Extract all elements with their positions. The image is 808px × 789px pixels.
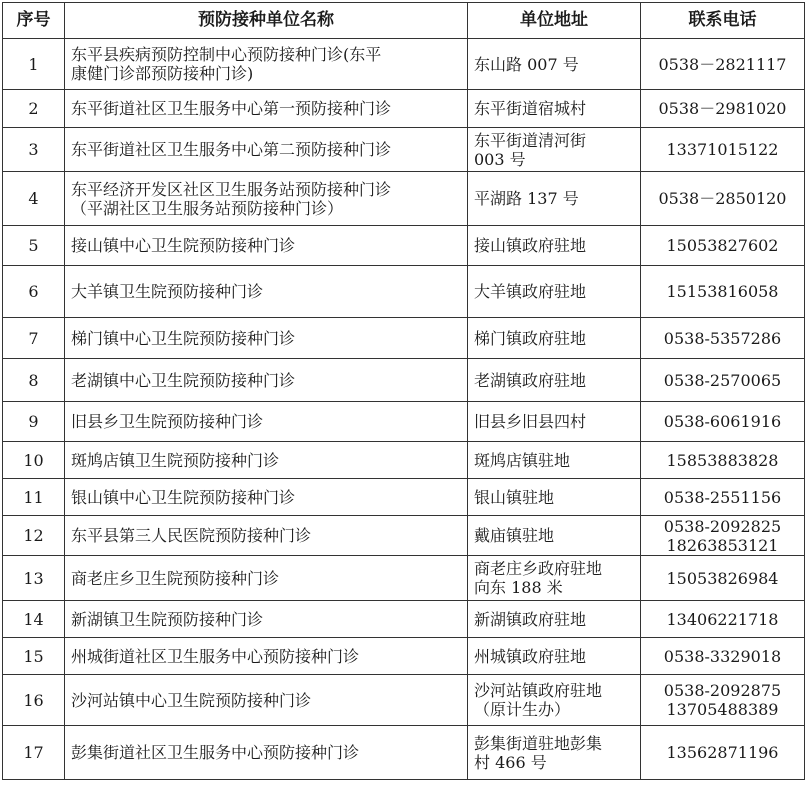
contact-phone-line: 13371015122 <box>666 140 779 159</box>
header-index: 序号 <box>3 3 65 39</box>
table-row <box>3 128 805 172</box>
unit-address-line: 东平街道清河街 <box>474 130 587 150</box>
row-index: 16 <box>3 675 65 726</box>
unit-name-cell <box>65 442 468 479</box>
header-unit-name: 预防接种单位名称 <box>65 3 468 39</box>
unit-address-line: 老湖镇政府驻地 <box>474 370 587 390</box>
table-header <box>3 3 805 39</box>
unit-address-cell <box>468 638 641 675</box>
unit-address-cell <box>468 516 641 556</box>
table-row <box>3 516 805 556</box>
contact-phone-line: 15153816058 <box>666 282 779 301</box>
unit-address-cell <box>468 402 641 442</box>
table-row <box>3 266 805 318</box>
header-unit-address: 单位地址 <box>468 3 641 39</box>
contact-phone-cell <box>641 90 805 128</box>
unit-address-line: 旧县乡旧县四村 <box>474 412 587 431</box>
unit-address-cell <box>468 90 641 128</box>
unit-address-line: 银山镇驻地 <box>474 487 555 507</box>
table-row <box>3 442 805 479</box>
unit-name-cell <box>65 601 468 638</box>
table-row <box>3 90 805 128</box>
unit-name-line: 康健门诊部预防接种门诊) <box>71 64 254 83</box>
unit-name-line: （平湖社区卫生服务站预防接种门诊） <box>71 198 344 218</box>
unit-address-cell <box>468 726 641 780</box>
unit-name-line: 银山镇中心卫生院预防接种门诊 <box>71 487 296 507</box>
contact-phone-line: 13562871196 <box>666 743 779 762</box>
unit-address-line: 沙河站镇政府驻地 <box>474 681 603 700</box>
unit-name-line: 州城街道社区卫生服务中心预防接种门诊 <box>71 646 360 666</box>
contact-phone-cell <box>641 359 805 402</box>
contact-phone-line: 15853883828 <box>666 450 779 470</box>
unit-name-cell <box>65 675 468 726</box>
unit-name-line: 沙河站镇中心卫生院预防接种门诊 <box>71 690 312 710</box>
table-row <box>3 638 805 675</box>
contact-phone-line: 15053826984 <box>666 568 779 588</box>
contact-phone-cell <box>641 726 805 780</box>
unit-address-line: 彭集街道驻地彭集 <box>474 733 603 753</box>
unit-name-line: 大羊镇卫生院预防接种门诊 <box>71 282 264 301</box>
row-index: 15 <box>3 638 65 675</box>
contact-phone-line: 0538-2092825 <box>663 516 782 536</box>
unit-address-line: 商老庄乡政府驻地 <box>474 559 603 578</box>
contact-phone-cell <box>641 556 805 601</box>
row-index: 4 <box>3 172 65 226</box>
contact-phone-cell <box>641 39 805 90</box>
table-row <box>3 726 805 780</box>
table-row <box>3 402 805 442</box>
contact-phone-line: 13705488389 <box>666 700 779 719</box>
contact-phone-line: 0538-5357286 <box>663 328 782 348</box>
header-row <box>3 3 805 39</box>
row-index: 17 <box>3 726 65 780</box>
unit-name-cell <box>65 479 468 516</box>
contact-phone-cell <box>641 128 805 172</box>
unit-address-line: 大羊镇政府驻地 <box>474 282 587 301</box>
unit-name-line: 东平经济开发区社区卫生服务站预防接种门诊 <box>71 179 392 199</box>
table-row <box>3 172 805 226</box>
row-index: 11 <box>3 479 65 516</box>
contact-phone-cell <box>641 266 805 318</box>
contact-phone-line: 15053827602 <box>666 236 779 255</box>
contact-phone-line: 0538-2570065 <box>663 370 782 390</box>
unit-name-cell <box>65 402 468 442</box>
unit-name-cell <box>65 90 468 128</box>
unit-address-cell <box>468 128 641 172</box>
contact-phone-cell <box>641 318 805 359</box>
contact-phone-cell <box>641 479 805 516</box>
contact-phone-cell <box>641 516 805 556</box>
unit-address-line: 梯门镇政府驻地 <box>474 328 587 348</box>
unit-address-cell <box>468 442 641 479</box>
contact-phone-cell <box>641 226 805 266</box>
row-index: 12 <box>3 516 65 556</box>
row-index: 2 <box>3 90 65 128</box>
unit-name-line: 东平街道社区卫生服务中心第一预防接种门诊 <box>71 99 392 118</box>
contact-phone-cell <box>641 675 805 726</box>
contact-phone-line: 0538-3329018 <box>663 646 782 666</box>
contact-phone-line: 0538－2850120 <box>658 189 787 208</box>
unit-name-line: 商老庄乡卫生院预防接种门诊 <box>71 568 280 588</box>
unit-name-line: 新湖镇卫生院预防接种门诊 <box>71 609 264 629</box>
unit-name-cell <box>65 516 468 556</box>
unit-address-line: （原计生办） <box>474 700 571 719</box>
row-index: 9 <box>3 402 65 442</box>
header-contact-phone: 联系电话 <box>641 3 805 39</box>
unit-address-line: 斑鸠店镇驻地 <box>474 450 571 470</box>
table-row <box>3 318 805 359</box>
unit-name-cell <box>65 226 468 266</box>
contact-phone-cell <box>641 442 805 479</box>
unit-name-cell <box>65 172 468 226</box>
unit-name-cell <box>65 128 468 172</box>
row-index: 1 <box>3 39 65 90</box>
unit-address-line: 003 号 <box>474 149 526 169</box>
row-index: 8 <box>3 359 65 402</box>
unit-address-line: 村 466 号 <box>474 752 547 772</box>
contact-phone-line: 0538－2981020 <box>658 99 787 118</box>
contact-phone-cell <box>641 172 805 226</box>
unit-address-cell <box>468 675 641 726</box>
table-row <box>3 226 805 266</box>
contact-phone-line: 0538-6061916 <box>663 412 782 431</box>
unit-name-cell <box>65 556 468 601</box>
row-index: 5 <box>3 226 65 266</box>
row-index: 7 <box>3 318 65 359</box>
unit-name-line: 东平县疾病预防控制中心预防接种门诊(东平 <box>71 45 382 64</box>
contact-phone-cell <box>641 638 805 675</box>
contact-phone-line: 13406221718 <box>666 609 779 629</box>
table-row <box>3 479 805 516</box>
unit-name-line: 接山镇中心卫生院预防接种门诊 <box>71 236 296 255</box>
unit-address-cell <box>468 601 641 638</box>
unit-name-line: 老湖镇中心卫生院预防接种门诊 <box>71 370 296 390</box>
table-row <box>3 359 805 402</box>
contact-phone-line: 0538-2092875 <box>663 681 782 700</box>
table-row <box>3 39 805 90</box>
unit-address-line: 接山镇政府驻地 <box>474 236 587 255</box>
vaccination-clinic-table <box>2 2 805 780</box>
row-index: 3 <box>3 128 65 172</box>
unit-name-cell <box>65 638 468 675</box>
unit-name-cell <box>65 726 468 780</box>
row-index: 10 <box>3 442 65 479</box>
unit-address-line: 东平街道宿城村 <box>474 99 587 118</box>
unit-address-cell <box>468 318 641 359</box>
contact-phone-cell <box>641 601 805 638</box>
table-body <box>3 39 805 780</box>
unit-address-cell <box>468 226 641 266</box>
row-index: 14 <box>3 601 65 638</box>
unit-address-cell <box>468 556 641 601</box>
unit-name-line: 旧县乡卫生院预防接种门诊 <box>71 412 264 431</box>
unit-address-cell <box>468 479 641 516</box>
unit-address-line: 东山路 007 号 <box>474 54 579 74</box>
unit-name-cell <box>65 318 468 359</box>
unit-name-cell <box>65 39 468 90</box>
contact-phone-line: 0538－2821117 <box>658 54 787 74</box>
unit-name-cell <box>65 359 468 402</box>
unit-address-line: 戴庙镇驻地 <box>474 526 555 545</box>
unit-address-cell <box>468 359 641 402</box>
unit-address-cell <box>468 39 641 90</box>
unit-address-line: 向东 188 米 <box>474 578 563 597</box>
row-index: 13 <box>3 556 65 601</box>
unit-name-line: 东平县第三人民医院预防接种门诊 <box>71 526 312 545</box>
table-row <box>3 556 805 601</box>
unit-name-cell <box>65 266 468 318</box>
contact-phone-line: 18263853121 <box>666 535 779 555</box>
table-row <box>3 675 805 726</box>
table-row <box>3 601 805 638</box>
unit-name-line: 东平街道社区卫生服务中心第二预防接种门诊 <box>71 140 392 159</box>
unit-address-line: 平湖路 137 号 <box>474 189 579 208</box>
unit-address-cell <box>468 266 641 318</box>
unit-name-line: 斑鸠店镇卫生院预防接种门诊 <box>71 450 280 470</box>
contact-phone-cell <box>641 402 805 442</box>
vaccination-clinic-table-container <box>2 2 805 780</box>
row-index: 6 <box>3 266 65 318</box>
unit-name-line: 彭集街道社区卫生服务中心预防接种门诊 <box>71 743 360 762</box>
unit-address-cell <box>468 172 641 226</box>
unit-address-line: 州城镇政府驻地 <box>474 646 587 666</box>
unit-address-line: 新湖镇政府驻地 <box>474 609 587 629</box>
contact-phone-line: 0538-2551156 <box>663 487 782 507</box>
unit-name-line: 梯门镇中心卫生院预防接种门诊 <box>71 328 296 348</box>
